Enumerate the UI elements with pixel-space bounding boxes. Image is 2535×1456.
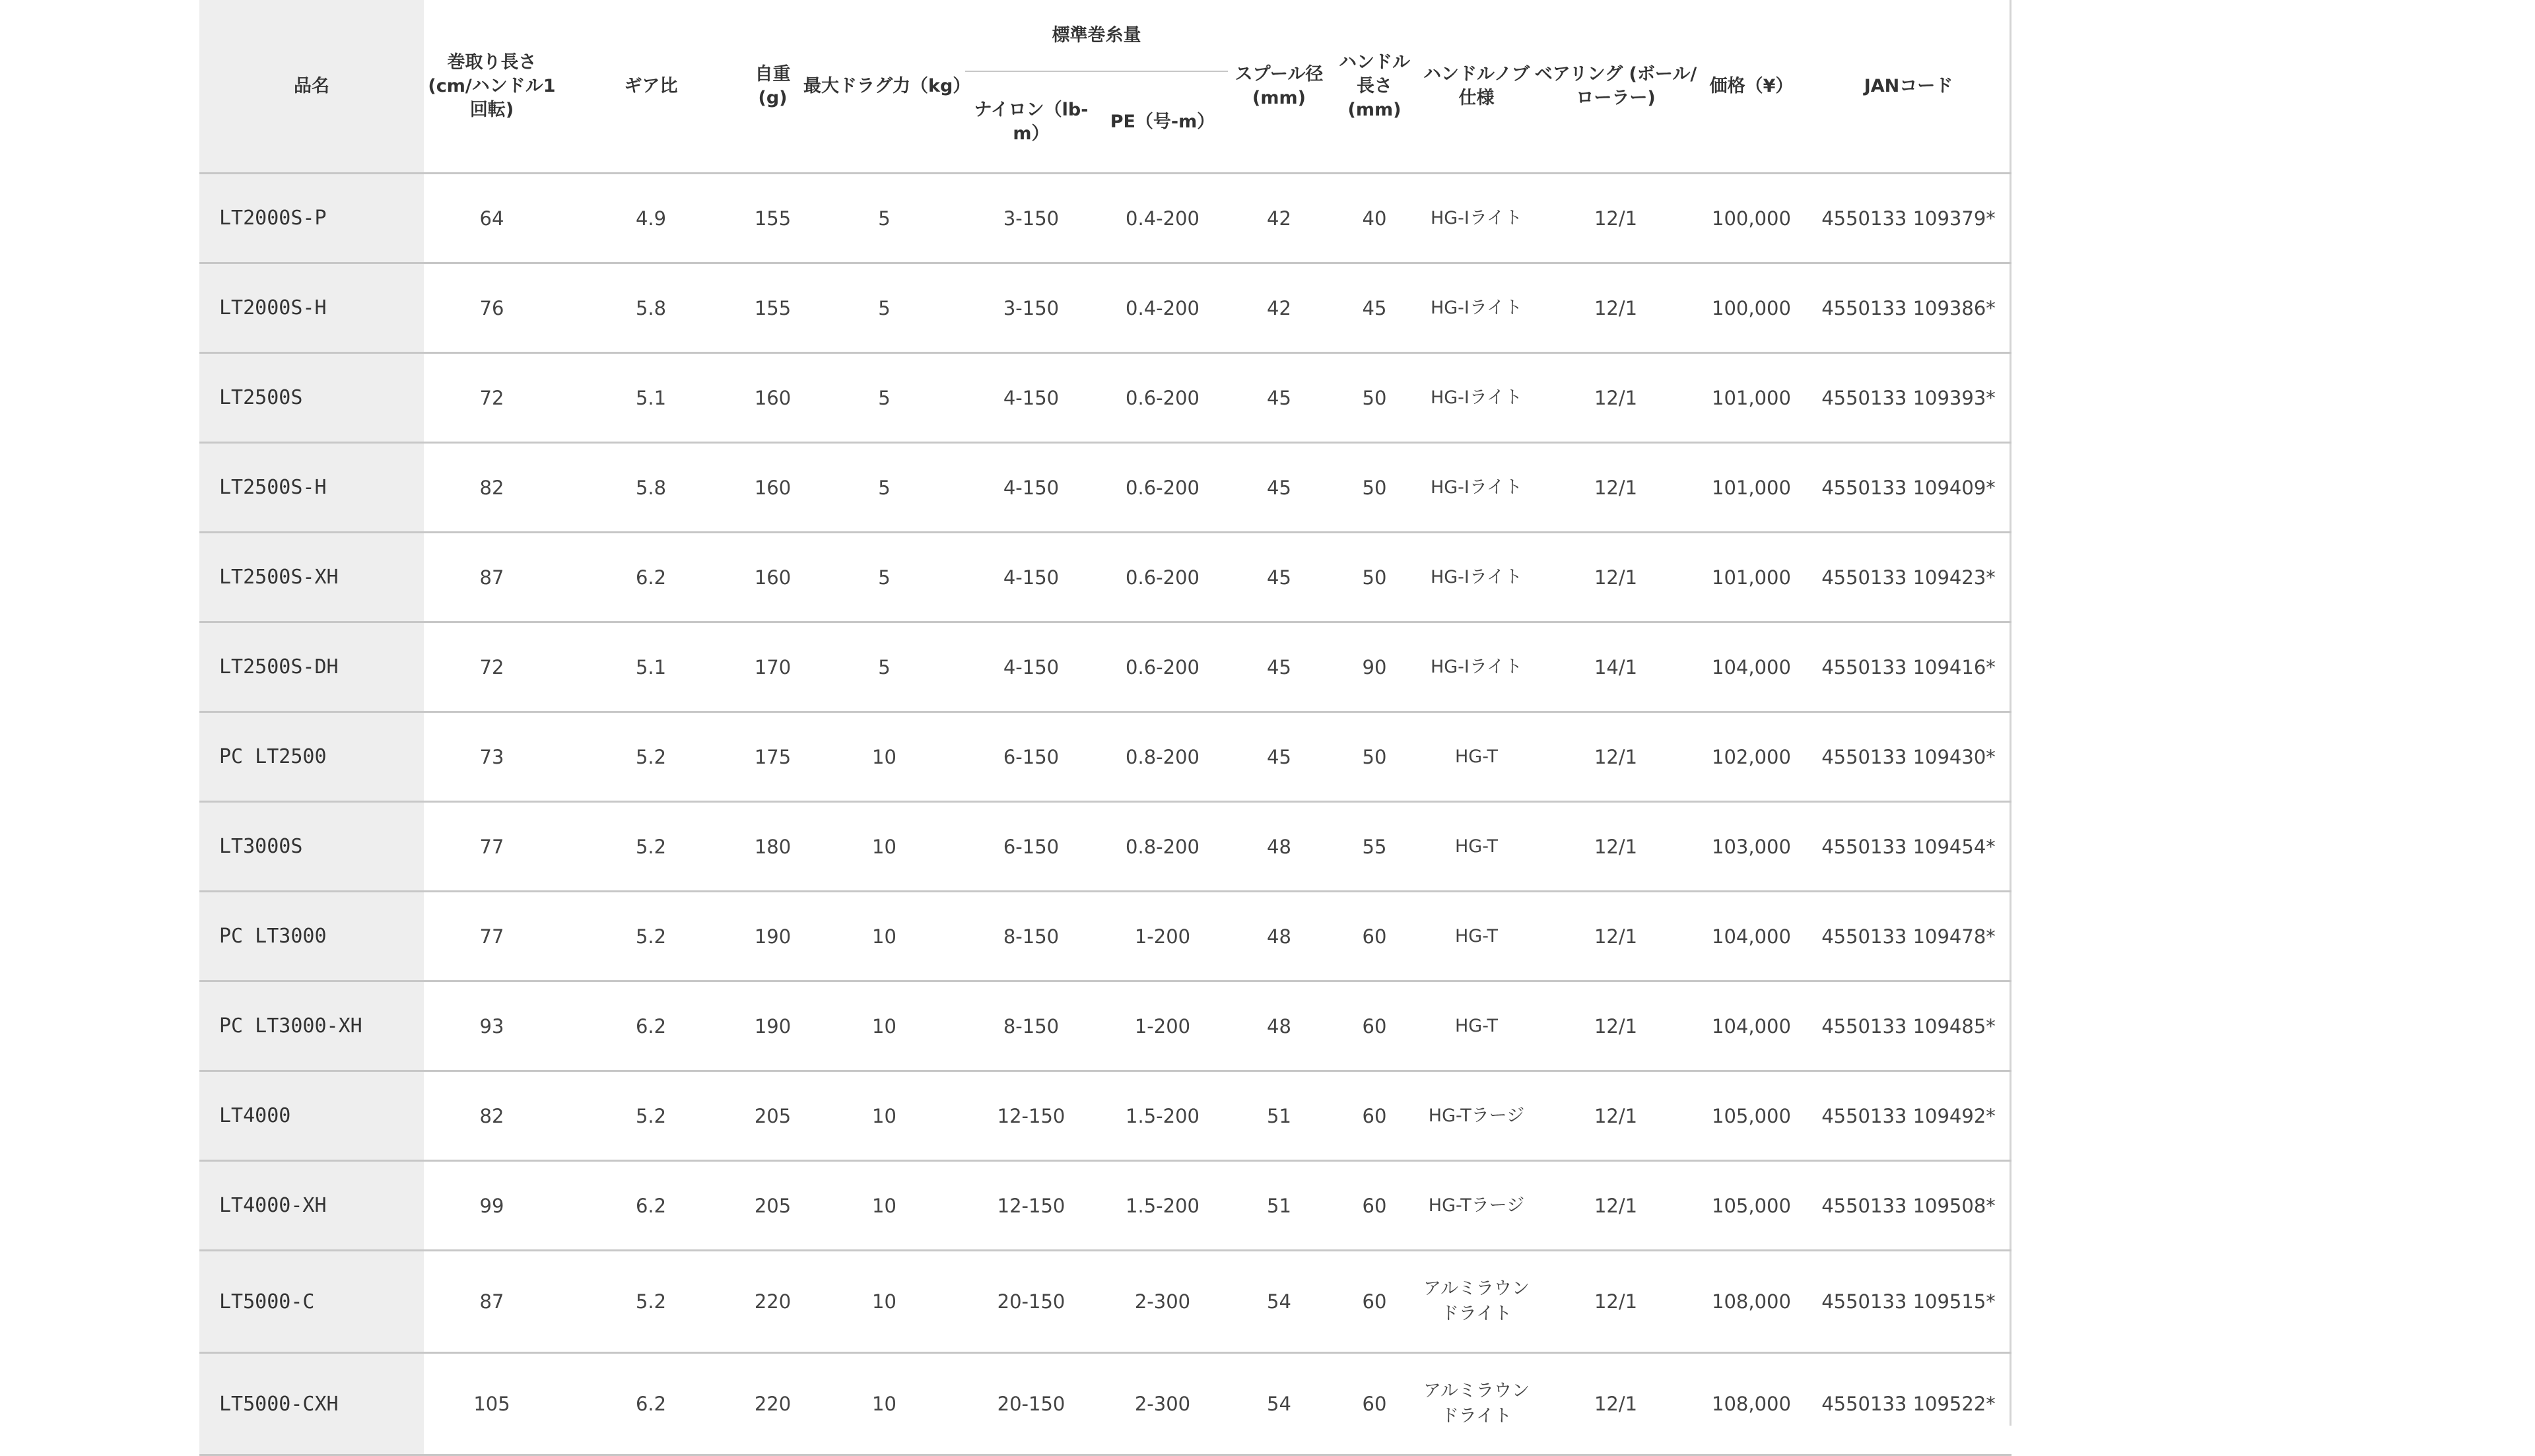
retrieve-length-cell: 87 bbox=[424, 533, 560, 622]
jan-code-cell: 4550133 109379* bbox=[1806, 174, 2011, 263]
max-drag-cell: 5 bbox=[803, 174, 965, 263]
col-header-name: 品名 bbox=[199, 0, 424, 174]
price-cell: 100,000 bbox=[1697, 263, 1806, 353]
bearing-cell: 12/1 bbox=[1534, 1071, 1697, 1161]
price-cell: 105,000 bbox=[1697, 1161, 1806, 1251]
retrieve-length-cell: 87 bbox=[424, 1251, 560, 1353]
jan-code-cell: 4550133 109409* bbox=[1806, 443, 2011, 533]
jan-code-cell: 4550133 109492* bbox=[1806, 1071, 2011, 1161]
pe-capacity-cell: 1.5-200 bbox=[1097, 1161, 1228, 1251]
price-cell: 105,000 bbox=[1697, 1071, 1806, 1161]
handle-length-cell: 60 bbox=[1330, 981, 1419, 1071]
table-row bbox=[199, 622, 2011, 712]
name-cell: PC LT3000 bbox=[199, 892, 424, 981]
bearing-cell: 12/1 bbox=[1534, 1161, 1697, 1251]
price-cell: 102,000 bbox=[1697, 712, 1806, 802]
name-cell: LT2000S-P bbox=[199, 174, 424, 263]
table-row bbox=[199, 712, 2011, 802]
handle-length-cell: 40 bbox=[1330, 174, 1419, 263]
table-row bbox=[199, 174, 2011, 263]
handle-knob-cell: HG-Iライト bbox=[1419, 443, 1534, 533]
spool-diameter-cell: 54 bbox=[1228, 1353, 1330, 1455]
spool-diameter-cell: 45 bbox=[1228, 622, 1330, 712]
name-cell: LT3000S bbox=[199, 802, 424, 892]
gear-ratio-cell: 5.2 bbox=[560, 892, 742, 981]
retrieve-length-cell: 64 bbox=[424, 174, 560, 263]
bearing-cell: 12/1 bbox=[1534, 981, 1697, 1071]
max-drag-cell: 5 bbox=[803, 353, 965, 443]
bearing-cell: 12/1 bbox=[1534, 443, 1697, 533]
handle-length-cell: 45 bbox=[1330, 263, 1419, 353]
jan-code-cell: 4550133 109515* bbox=[1806, 1251, 2011, 1353]
retrieve-length-cell: 77 bbox=[424, 892, 560, 981]
retrieve-length-cell: 72 bbox=[424, 353, 560, 443]
handle-knob-cell: HG-T bbox=[1419, 892, 1534, 981]
pe-capacity-cell: 0.4-200 bbox=[1097, 174, 1228, 263]
handle-length-cell: 60 bbox=[1330, 1353, 1419, 1455]
weight-cell: 190 bbox=[742, 892, 803, 981]
jan-code-cell: 4550133 109485* bbox=[1806, 981, 2011, 1071]
weight-cell: 160 bbox=[742, 353, 803, 443]
handle-length-cell: 90 bbox=[1330, 622, 1419, 712]
handle-knob-cell: HG-Iライト bbox=[1419, 263, 1534, 353]
table-row bbox=[199, 892, 2011, 981]
retrieve-length-cell: 82 bbox=[424, 443, 560, 533]
table-row bbox=[199, 1071, 2011, 1161]
gear-ratio-cell: 6.2 bbox=[560, 1161, 742, 1251]
handle-knob-cell: HG-Iライト bbox=[1419, 353, 1534, 443]
handle-knob-cell: HG-T bbox=[1419, 802, 1534, 892]
gear-ratio-cell: 5.2 bbox=[560, 1071, 742, 1161]
gear-ratio-cell: 5.1 bbox=[560, 353, 742, 443]
price-cell: 101,000 bbox=[1697, 443, 1806, 533]
price-cell: 100,000 bbox=[1697, 174, 1806, 263]
jan-code-cell: 4550133 109522* bbox=[1806, 1353, 2011, 1455]
max-drag-cell: 10 bbox=[803, 1161, 965, 1251]
name-cell: LT4000 bbox=[199, 1071, 424, 1161]
spool-diameter-cell: 48 bbox=[1228, 802, 1330, 892]
price-cell: 108,000 bbox=[1697, 1251, 1806, 1353]
spool-diameter-cell: 42 bbox=[1228, 174, 1330, 263]
table-row bbox=[199, 1161, 2011, 1251]
pe-capacity-cell: 1.5-200 bbox=[1097, 1071, 1228, 1161]
spool-diameter-cell: 45 bbox=[1228, 353, 1330, 443]
col-header-price: 価格（¥） bbox=[1697, 0, 1806, 174]
retrieve-length-cell: 93 bbox=[424, 981, 560, 1071]
price-cell: 101,000 bbox=[1697, 353, 1806, 443]
retrieve-length-cell: 105 bbox=[424, 1353, 560, 1455]
nylon-capacity-cell: 8-150 bbox=[965, 892, 1097, 981]
spool-diameter-cell: 48 bbox=[1228, 981, 1330, 1071]
price-cell: 104,000 bbox=[1697, 892, 1806, 981]
name-cell: LT4000-XH bbox=[199, 1161, 424, 1251]
pe-capacity-cell: 0.6-200 bbox=[1097, 353, 1228, 443]
max-drag-cell: 10 bbox=[803, 802, 965, 892]
col-header-line-capacity: 標準巻糸量 bbox=[965, 0, 1228, 71]
retrieve-length-cell: 76 bbox=[424, 263, 560, 353]
bearing-cell: 14/1 bbox=[1534, 622, 1697, 712]
table-row bbox=[199, 1251, 2011, 1353]
spool-diameter-cell: 45 bbox=[1228, 712, 1330, 802]
pe-capacity-cell: 1-200 bbox=[1097, 892, 1228, 981]
weight-cell: 160 bbox=[742, 443, 803, 533]
table-row bbox=[199, 353, 2011, 443]
weight-cell: 205 bbox=[742, 1161, 803, 1251]
spool-diameter-cell: 42 bbox=[1228, 263, 1330, 353]
nylon-capacity-cell: 3-150 bbox=[965, 174, 1097, 263]
jan-code-cell: 4550133 109430* bbox=[1806, 712, 2011, 802]
bearing-cell: 12/1 bbox=[1534, 533, 1697, 622]
max-drag-cell: 5 bbox=[803, 443, 965, 533]
gear-ratio-cell: 5.2 bbox=[560, 712, 742, 802]
table-row bbox=[199, 263, 2011, 353]
bearing-cell: 12/1 bbox=[1534, 892, 1697, 981]
gear-ratio-cell: 5.8 bbox=[560, 443, 742, 533]
retrieve-length-cell: 77 bbox=[424, 802, 560, 892]
name-cell: LT2500S bbox=[199, 353, 424, 443]
handle-length-cell: 60 bbox=[1330, 1251, 1419, 1353]
handle-knob-cell: HG-Iライト bbox=[1419, 622, 1534, 712]
jan-code-cell: 4550133 109454* bbox=[1806, 802, 2011, 892]
handle-length-cell: 60 bbox=[1330, 1071, 1419, 1161]
max-drag-cell: 10 bbox=[803, 1251, 965, 1353]
jan-code-cell: 4550133 109416* bbox=[1806, 622, 2011, 712]
weight-cell: 180 bbox=[742, 802, 803, 892]
handle-length-cell: 50 bbox=[1330, 443, 1419, 533]
max-drag-cell: 5 bbox=[803, 263, 965, 353]
weight-cell: 155 bbox=[742, 174, 803, 263]
max-drag-cell: 5 bbox=[803, 533, 965, 622]
gear-ratio-cell: 6.2 bbox=[560, 981, 742, 1071]
pe-capacity-cell: 2-300 bbox=[1097, 1353, 1228, 1455]
jan-code-cell: 4550133 109478* bbox=[1806, 892, 2011, 981]
price-cell: 103,000 bbox=[1697, 802, 1806, 892]
name-cell: PC LT2500 bbox=[199, 712, 424, 802]
table-row bbox=[199, 533, 2011, 622]
max-drag-cell: 10 bbox=[803, 1071, 965, 1161]
table-row bbox=[199, 1353, 2011, 1455]
table-row bbox=[199, 802, 2011, 892]
retrieve-length-cell: 73 bbox=[424, 712, 560, 802]
table-row bbox=[199, 981, 2011, 1071]
name-cell: LT2500S-DH bbox=[199, 622, 424, 712]
bearing-cell: 12/1 bbox=[1534, 1353, 1697, 1455]
max-drag-cell: 10 bbox=[803, 1353, 965, 1455]
nylon-capacity-cell: 4-150 bbox=[965, 353, 1097, 443]
name-cell: LT5000-C bbox=[199, 1251, 424, 1353]
retrieve-length-cell: 72 bbox=[424, 622, 560, 712]
handle-knob-cell: HG-T bbox=[1419, 981, 1534, 1071]
col-header-spool-diameter: スプール径 (mm) bbox=[1228, 0, 1330, 174]
name-cell: LT2500S-H bbox=[199, 443, 424, 533]
price-cell: 104,000 bbox=[1697, 622, 1806, 712]
nylon-capacity-cell: 20-150 bbox=[965, 1353, 1097, 1455]
max-drag-cell: 10 bbox=[803, 712, 965, 802]
nylon-capacity-cell: 4-150 bbox=[965, 533, 1097, 622]
handle-length-cell: 50 bbox=[1330, 353, 1419, 443]
handle-knob-cell: HG-Iライト bbox=[1419, 533, 1534, 622]
jan-code-cell: 4550133 109423* bbox=[1806, 533, 2011, 622]
weight-cell: 190 bbox=[742, 981, 803, 1071]
nylon-capacity-cell: 12-150 bbox=[965, 1161, 1097, 1251]
bearing-cell: 12/1 bbox=[1534, 712, 1697, 802]
jan-code-cell: 4550133 109393* bbox=[1806, 353, 2011, 443]
table-row bbox=[199, 443, 2011, 533]
price-cell: 104,000 bbox=[1697, 981, 1806, 1071]
handle-knob-cell: HG-Tラージ bbox=[1419, 1071, 1534, 1161]
bearing-cell: 12/1 bbox=[1534, 263, 1697, 353]
bearing-cell: 12/1 bbox=[1534, 802, 1697, 892]
spool-diameter-cell: 51 bbox=[1228, 1161, 1330, 1251]
weight-cell: 155 bbox=[742, 263, 803, 353]
weight-cell: 160 bbox=[742, 533, 803, 622]
col-header-retrieve-length: 巻取り長さ (cm/ハンドル1回転) bbox=[424, 0, 560, 174]
bearing-cell: 12/1 bbox=[1534, 174, 1697, 263]
bearing-cell: 12/1 bbox=[1534, 353, 1697, 443]
jan-code-cell: 4550133 109386* bbox=[1806, 263, 2011, 353]
handle-knob-cell: アルミラウンドライト bbox=[1419, 1353, 1534, 1455]
retrieve-length-cell: 99 bbox=[424, 1161, 560, 1251]
weight-cell: 220 bbox=[742, 1251, 803, 1353]
name-cell: LT5000-CXH bbox=[199, 1353, 424, 1455]
col-header-handle-length: ハンドル長さ (mm) bbox=[1330, 0, 1419, 174]
col-header-weight: 自重 (g) bbox=[742, 0, 803, 174]
handle-length-cell: 60 bbox=[1330, 1161, 1419, 1251]
nylon-capacity-cell: 20-150 bbox=[965, 1251, 1097, 1353]
col-header-gear-ratio: ギア比 bbox=[560, 0, 742, 174]
handle-length-cell: 60 bbox=[1330, 892, 1419, 981]
col-header-bearing: ベアリング (ボール/ローラー) bbox=[1534, 0, 1697, 174]
price-cell: 101,000 bbox=[1697, 533, 1806, 622]
pe-capacity-cell: 0.8-200 bbox=[1097, 802, 1228, 892]
pe-capacity-cell: 0.8-200 bbox=[1097, 712, 1228, 802]
gear-ratio-cell: 5.2 bbox=[560, 802, 742, 892]
col-header-max-drag: 最大ドラグ力（kg） bbox=[803, 0, 965, 174]
gear-ratio-cell: 6.2 bbox=[560, 533, 742, 622]
nylon-capacity-cell: 6-150 bbox=[965, 802, 1097, 892]
weight-cell: 205 bbox=[742, 1071, 803, 1161]
gear-ratio-cell: 5.1 bbox=[560, 622, 742, 712]
nylon-capacity-cell: 4-150 bbox=[965, 443, 1097, 533]
nylon-capacity-cell: 6-150 bbox=[965, 712, 1097, 802]
col-header-nylon: ナイロン（lb-m） bbox=[965, 71, 1097, 174]
pe-capacity-cell: 1-200 bbox=[1097, 981, 1228, 1071]
handle-knob-cell: HG-Iライト bbox=[1419, 174, 1534, 263]
weight-cell: 220 bbox=[742, 1353, 803, 1455]
spool-diameter-cell: 45 bbox=[1228, 533, 1330, 622]
bearing-cell: 12/1 bbox=[1534, 1251, 1697, 1353]
spool-diameter-cell: 48 bbox=[1228, 892, 1330, 981]
retrieve-length-cell: 82 bbox=[424, 1071, 560, 1161]
pe-capacity-cell: 0.6-200 bbox=[1097, 443, 1228, 533]
name-cell: PC LT3000-XH bbox=[199, 981, 424, 1071]
nylon-capacity-cell: 4-150 bbox=[965, 622, 1097, 712]
handle-length-cell: 50 bbox=[1330, 712, 1419, 802]
gear-ratio-cell: 6.2 bbox=[560, 1353, 742, 1455]
gear-ratio-cell: 5.8 bbox=[560, 263, 742, 353]
gear-ratio-cell: 4.9 bbox=[560, 174, 742, 263]
weight-cell: 170 bbox=[742, 622, 803, 712]
reel-spec-table bbox=[199, 0, 2011, 1456]
jan-code-cell: 4550133 109508* bbox=[1806, 1161, 2011, 1251]
spool-diameter-cell: 45 bbox=[1228, 443, 1330, 533]
name-cell: LT2000S-H bbox=[199, 263, 424, 353]
handle-knob-cell: HG-Tラージ bbox=[1419, 1161, 1534, 1251]
max-drag-cell: 10 bbox=[803, 981, 965, 1071]
handle-knob-cell: HG-T bbox=[1419, 712, 1534, 802]
pe-capacity-cell: 0.6-200 bbox=[1097, 622, 1228, 712]
handle-knob-cell: アルミラウンドライト bbox=[1419, 1251, 1534, 1353]
name-cell: LT2500S-XH bbox=[199, 533, 424, 622]
nylon-capacity-cell: 3-150 bbox=[965, 263, 1097, 353]
max-drag-cell: 5 bbox=[803, 622, 965, 712]
max-drag-cell: 10 bbox=[803, 892, 965, 981]
handle-length-cell: 50 bbox=[1330, 533, 1419, 622]
col-header-jan-code: JANコード bbox=[1806, 0, 2011, 174]
handle-length-cell: 55 bbox=[1330, 802, 1419, 892]
col-header-handle-knob: ハンドルノブ仕様 bbox=[1419, 0, 1534, 174]
gear-ratio-cell: 5.2 bbox=[560, 1251, 742, 1353]
nylon-capacity-cell: 8-150 bbox=[965, 981, 1097, 1071]
weight-cell: 175 bbox=[742, 712, 803, 802]
nylon-capacity-cell: 12-150 bbox=[965, 1071, 1097, 1161]
table-body bbox=[199, 174, 2011, 1455]
pe-capacity-cell: 0.6-200 bbox=[1097, 533, 1228, 622]
spool-diameter-cell: 54 bbox=[1228, 1251, 1330, 1353]
price-cell: 108,000 bbox=[1697, 1353, 1806, 1455]
col-header-pe: PE（号-m） bbox=[1097, 71, 1228, 174]
spool-diameter-cell: 51 bbox=[1228, 1071, 1330, 1161]
pe-capacity-cell: 0.4-200 bbox=[1097, 263, 1228, 353]
pe-capacity-cell: 2-300 bbox=[1097, 1251, 1228, 1353]
